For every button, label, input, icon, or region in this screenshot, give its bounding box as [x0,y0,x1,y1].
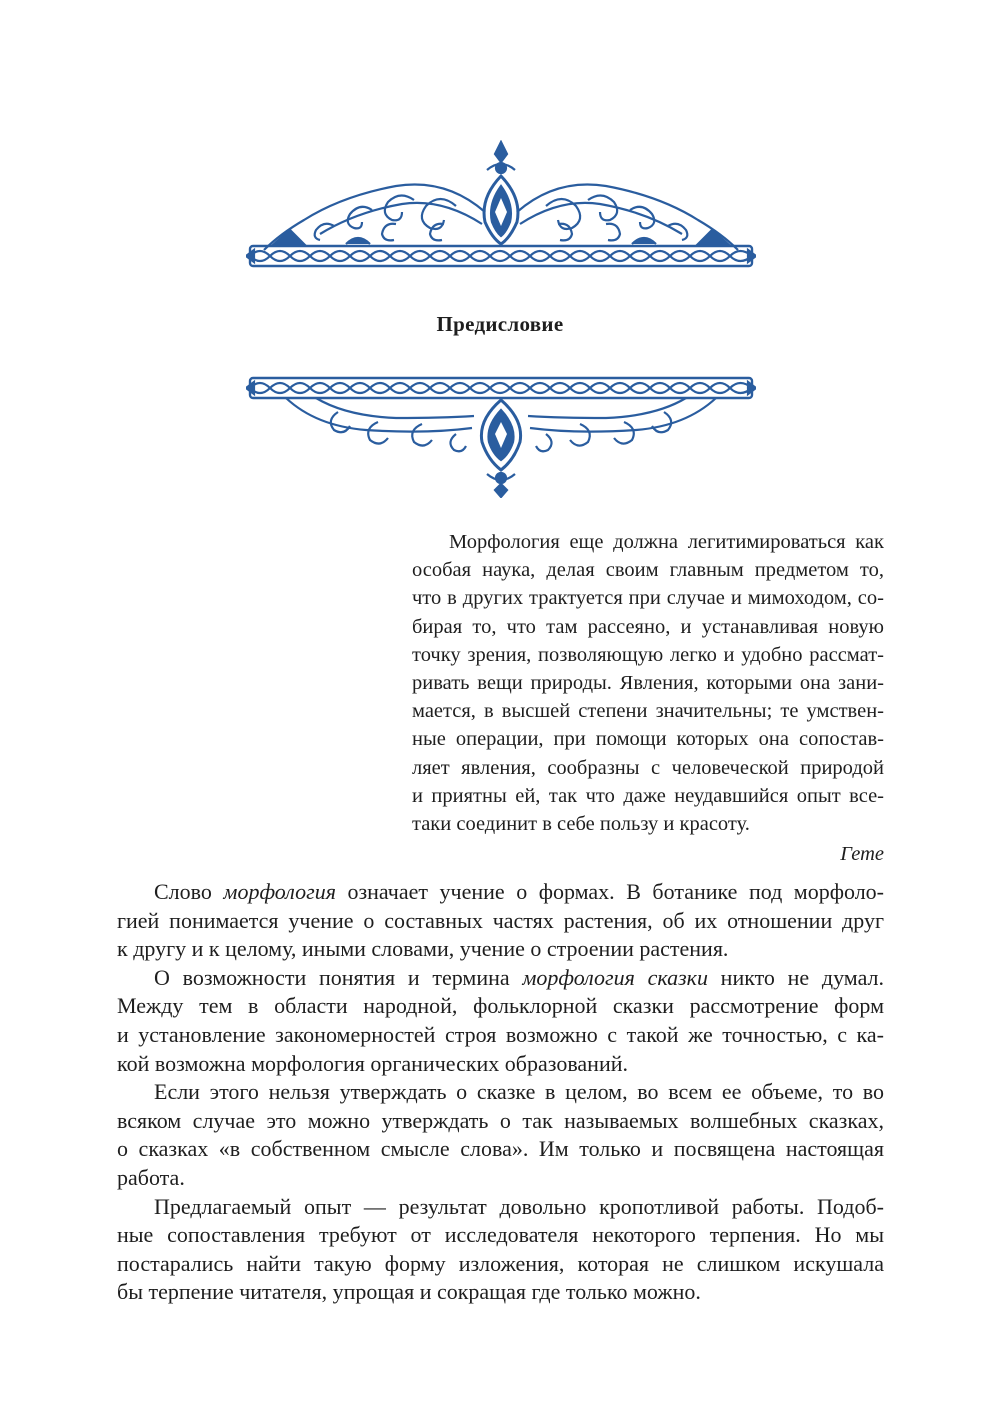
epigraph-line: что в других трактуется при случае и мимоходом, со- [412,587,884,610]
paragraph-2 [117,964,884,1078]
epigraph-line: Морфология еще должна легитимироваться как [449,531,884,553]
epigraph-line: и приятны ей, так что даже неудавшийся опыт все- [412,784,884,807]
epigraph-line: бирая то, что там рассеяно, и устанавливая новую [412,615,884,638]
text-line: Между тем в области народной, фольклорной сказки рассмотрение форм [117,993,884,1019]
text-line: Слово морфология означает учение о формах. В ботанике под морфоло- [154,879,884,904]
text-line: и установление закономерностей строя возможно с такой же точностью, с ка- [117,1021,884,1047]
epigraph-line: ривать вещи природы. Явления, которыми она зани- [412,672,884,695]
epigraph-line: особая наука, делая своим главным предметом то, [412,559,884,582]
epigraph-line: точку зрения, позволяющую легко и удобно рассмат- [412,643,884,666]
text-line: постарались найти такую форму изложения, которая не слишком искушала [117,1250,884,1276]
text-line: бы терпение читателя, упрощая и сокращая где только можно. [117,1279,701,1305]
epigraph-line: ляет явления, сообразны с человеческой природой [412,756,884,779]
text-line: ные сопоставления требуют от исследователя некоторого терпения. Но мы [117,1222,884,1248]
paragraph-1 [117,878,884,964]
text-line: о сказках «в собственном смысле слова». Им только и посвящена настоящая [117,1136,884,1162]
paragraph-4 [117,1193,884,1307]
text-line: Предлагаемый опыт — результат довольно кропотливой работы. Подоб- [154,1193,884,1219]
epigraph-line: ные операции, при помощи которых она сопостав- [412,728,884,751]
text-line: работа. [117,1164,185,1190]
text-line: гией понимается учение о составных частях растения, об их отношении друг [117,907,884,933]
main-text [117,878,884,1307]
top-ornament-headpiece [246,140,756,276]
paragraph-3 [117,1078,884,1192]
text-line: к другу и к целому, иными словами, учение о строении растения. [117,936,729,962]
epigraph-author: Гете [840,843,884,866]
epigraph-line: таки соединит в себе пользу и красоту. [412,813,750,836]
italic-term: морфология [223,879,336,904]
bottom-ornament-tailpiece [246,372,756,498]
text-line: Если этого нельзя утверждать о сказке в целом, во всем ее объеме, то во [154,1079,884,1105]
text-line: всяком случае это можно утверждать о так называемых волшебных сказках, [117,1107,884,1133]
epigraph-line: мается, в высшей степени значительны; те умствен- [412,700,884,723]
text-line: О возможности понятия и термина морфология сказки никто не думал. [154,964,885,990]
chapter-title: Предисловие [436,312,564,336]
epigraph [412,528,884,868]
text-line: кой возможна морфология органических образований. [117,1050,628,1076]
italic-term: морфология сказки [522,964,708,990]
